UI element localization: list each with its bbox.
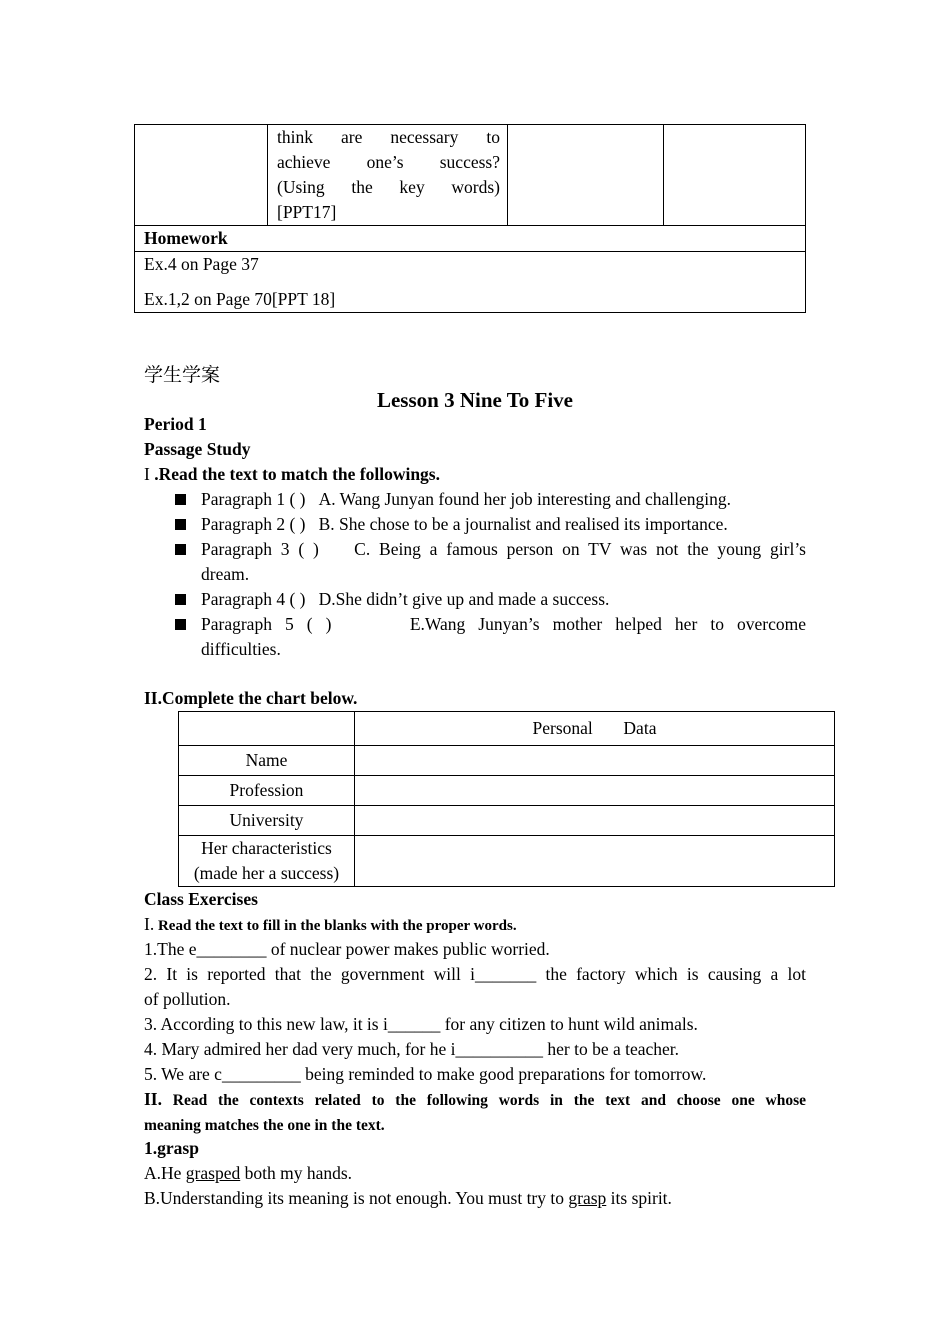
answer-cell[interactable] <box>355 836 835 887</box>
bullet-square-icon <box>175 519 186 530</box>
homework-label: Homework <box>144 228 228 248</box>
option-text: B.Understanding its meaning is not enough. You must try to <box>144 1188 569 1208</box>
part1-instruction-text: .Read the text to match the followings. <box>149 464 440 484</box>
activity-line: think are necessary to <box>277 127 500 147</box>
matching-option: D.She didn’t give up and made a success. <box>318 589 610 609</box>
exercise-item-cont: of pollution. <box>144 989 231 1009</box>
matching-option-cont: dream. <box>201 564 250 584</box>
row-label-line: (made her a success) <box>193 863 340 883</box>
part-numeral: I. <box>144 914 155 934</box>
activity-line: (Using the key words) <box>277 177 500 197</box>
homework-item: Ex.4 on Page 37 <box>144 254 259 274</box>
period-label: Period 1 <box>144 414 207 434</box>
option-a <box>144 1161 352 1186</box>
option-b <box>144 1186 672 1211</box>
underlined-word: grasped <box>185 1163 241 1183</box>
option-text: A.He <box>144 1163 186 1183</box>
row-label-line: Her characteristics <box>201 838 332 858</box>
list-item <box>172 487 806 512</box>
table-row <box>179 836 835 887</box>
answer-cell[interactable] <box>355 806 835 836</box>
matching-option: B. She chose to be a journalist and realised its importance. <box>318 514 728 534</box>
exercise-part1-instruction <box>144 912 517 939</box>
answer-cell[interactable] <box>355 746 835 776</box>
table-row <box>179 806 835 836</box>
matching-option: A. Wang Junyan found her job interesting and challenging. <box>318 489 731 509</box>
exercise-item: 1.The e________ of nuclear power makes public worried. <box>144 939 550 959</box>
part-instruction-text: Read the text to fill in the blanks with the proper words. <box>154 918 517 934</box>
matching-list <box>172 487 806 662</box>
part2-instruction: II.Complete the chart below. <box>144 688 358 708</box>
part-numeral: II. <box>144 1089 162 1109</box>
row-label: University <box>179 806 355 836</box>
matching-option-cont: difficulties. <box>201 639 281 659</box>
matching-option: E.Wang Junyan’s mother helped her to overcome <box>409 614 806 634</box>
answer-cell[interactable] <box>355 776 835 806</box>
matching-option: C. Being a famous person on TV was not the young girl’s <box>354 539 806 559</box>
exercise-item: 4. Mary admired her dad very much, for he i__________ her to be a teacher. <box>144 1039 680 1059</box>
lesson-title: Lesson 3 Nine To Five <box>376 388 574 412</box>
table-row <box>179 776 835 806</box>
personal-data-table <box>178 711 835 887</box>
class-exercises-title: Class Exercises <box>144 889 258 909</box>
paragraph-label: Paragraph 4 ( ) <box>201 589 306 609</box>
table-cell-empty <box>179 712 355 746</box>
table-cell-empty <box>508 125 664 226</box>
homework-label-cell <box>135 226 806 252</box>
activity-line: [PPT17] <box>277 202 337 222</box>
list-item <box>172 587 806 612</box>
list-item <box>172 612 806 662</box>
lesson-plan-table <box>134 124 806 313</box>
bullet-square-icon <box>175 619 186 630</box>
homework-item: Ex.1,2 on Page 70[PPT 18] <box>144 289 336 309</box>
paragraph-label: Paragraph 5 ( ) <box>201 614 332 634</box>
section-heading: 学生学案 <box>144 364 221 386</box>
table-header <box>355 712 835 746</box>
exercise-item: 3. According to this new law, it is i______ for any citizen to hunt wild animals. <box>144 1014 698 1034</box>
list-item <box>172 512 806 537</box>
part1-numeral: I <box>144 464 150 484</box>
underlined-word: grasp <box>568 1188 607 1208</box>
vocab-word: 1.grasp <box>144 1138 199 1158</box>
row-label: Profession <box>179 776 355 806</box>
bullet-square-icon <box>175 594 186 605</box>
table-cell-empty <box>135 125 268 226</box>
exercise-item: 5. We are c_________ being reminded to make good preparations for tomorrow. <box>144 1064 707 1084</box>
header-personal: Personal <box>532 718 593 738</box>
part1-instruction <box>144 462 440 487</box>
exercise-item: 2. It is reported that the government will i_______ the factory which is causing a lot <box>144 964 806 984</box>
table-cell-empty <box>664 125 806 226</box>
list-item <box>172 537 806 587</box>
row-label: Name <box>179 746 355 776</box>
fill-blank-list <box>144 937 806 1087</box>
paragraph-label: Paragraph 2 ( ) <box>201 514 306 534</box>
option-text: its spirit. <box>606 1188 672 1208</box>
passage-study-label: Passage Study <box>144 439 251 459</box>
row-label <box>179 836 355 887</box>
option-text: both my hands. <box>240 1163 353 1183</box>
bullet-square-icon <box>175 494 186 505</box>
exercise-part2-instruction <box>144 1087 806 1138</box>
table-row <box>179 746 835 776</box>
homework-items-cell <box>135 252 806 313</box>
part-instruction-text: Read the contexts related to the following words in the text and choose one whose <box>162 1092 806 1109</box>
header-data: Data <box>623 718 657 738</box>
activity-line: achieve one’s success? <box>277 152 500 172</box>
paragraph-label: Paragraph 3 ( ) <box>201 539 319 559</box>
paragraph-label: Paragraph 1 ( ) <box>201 489 306 509</box>
part-instruction-text: meaning matches the one in the text. <box>144 1117 385 1134</box>
activity-cell <box>268 125 508 226</box>
bullet-square-icon <box>175 544 186 555</box>
